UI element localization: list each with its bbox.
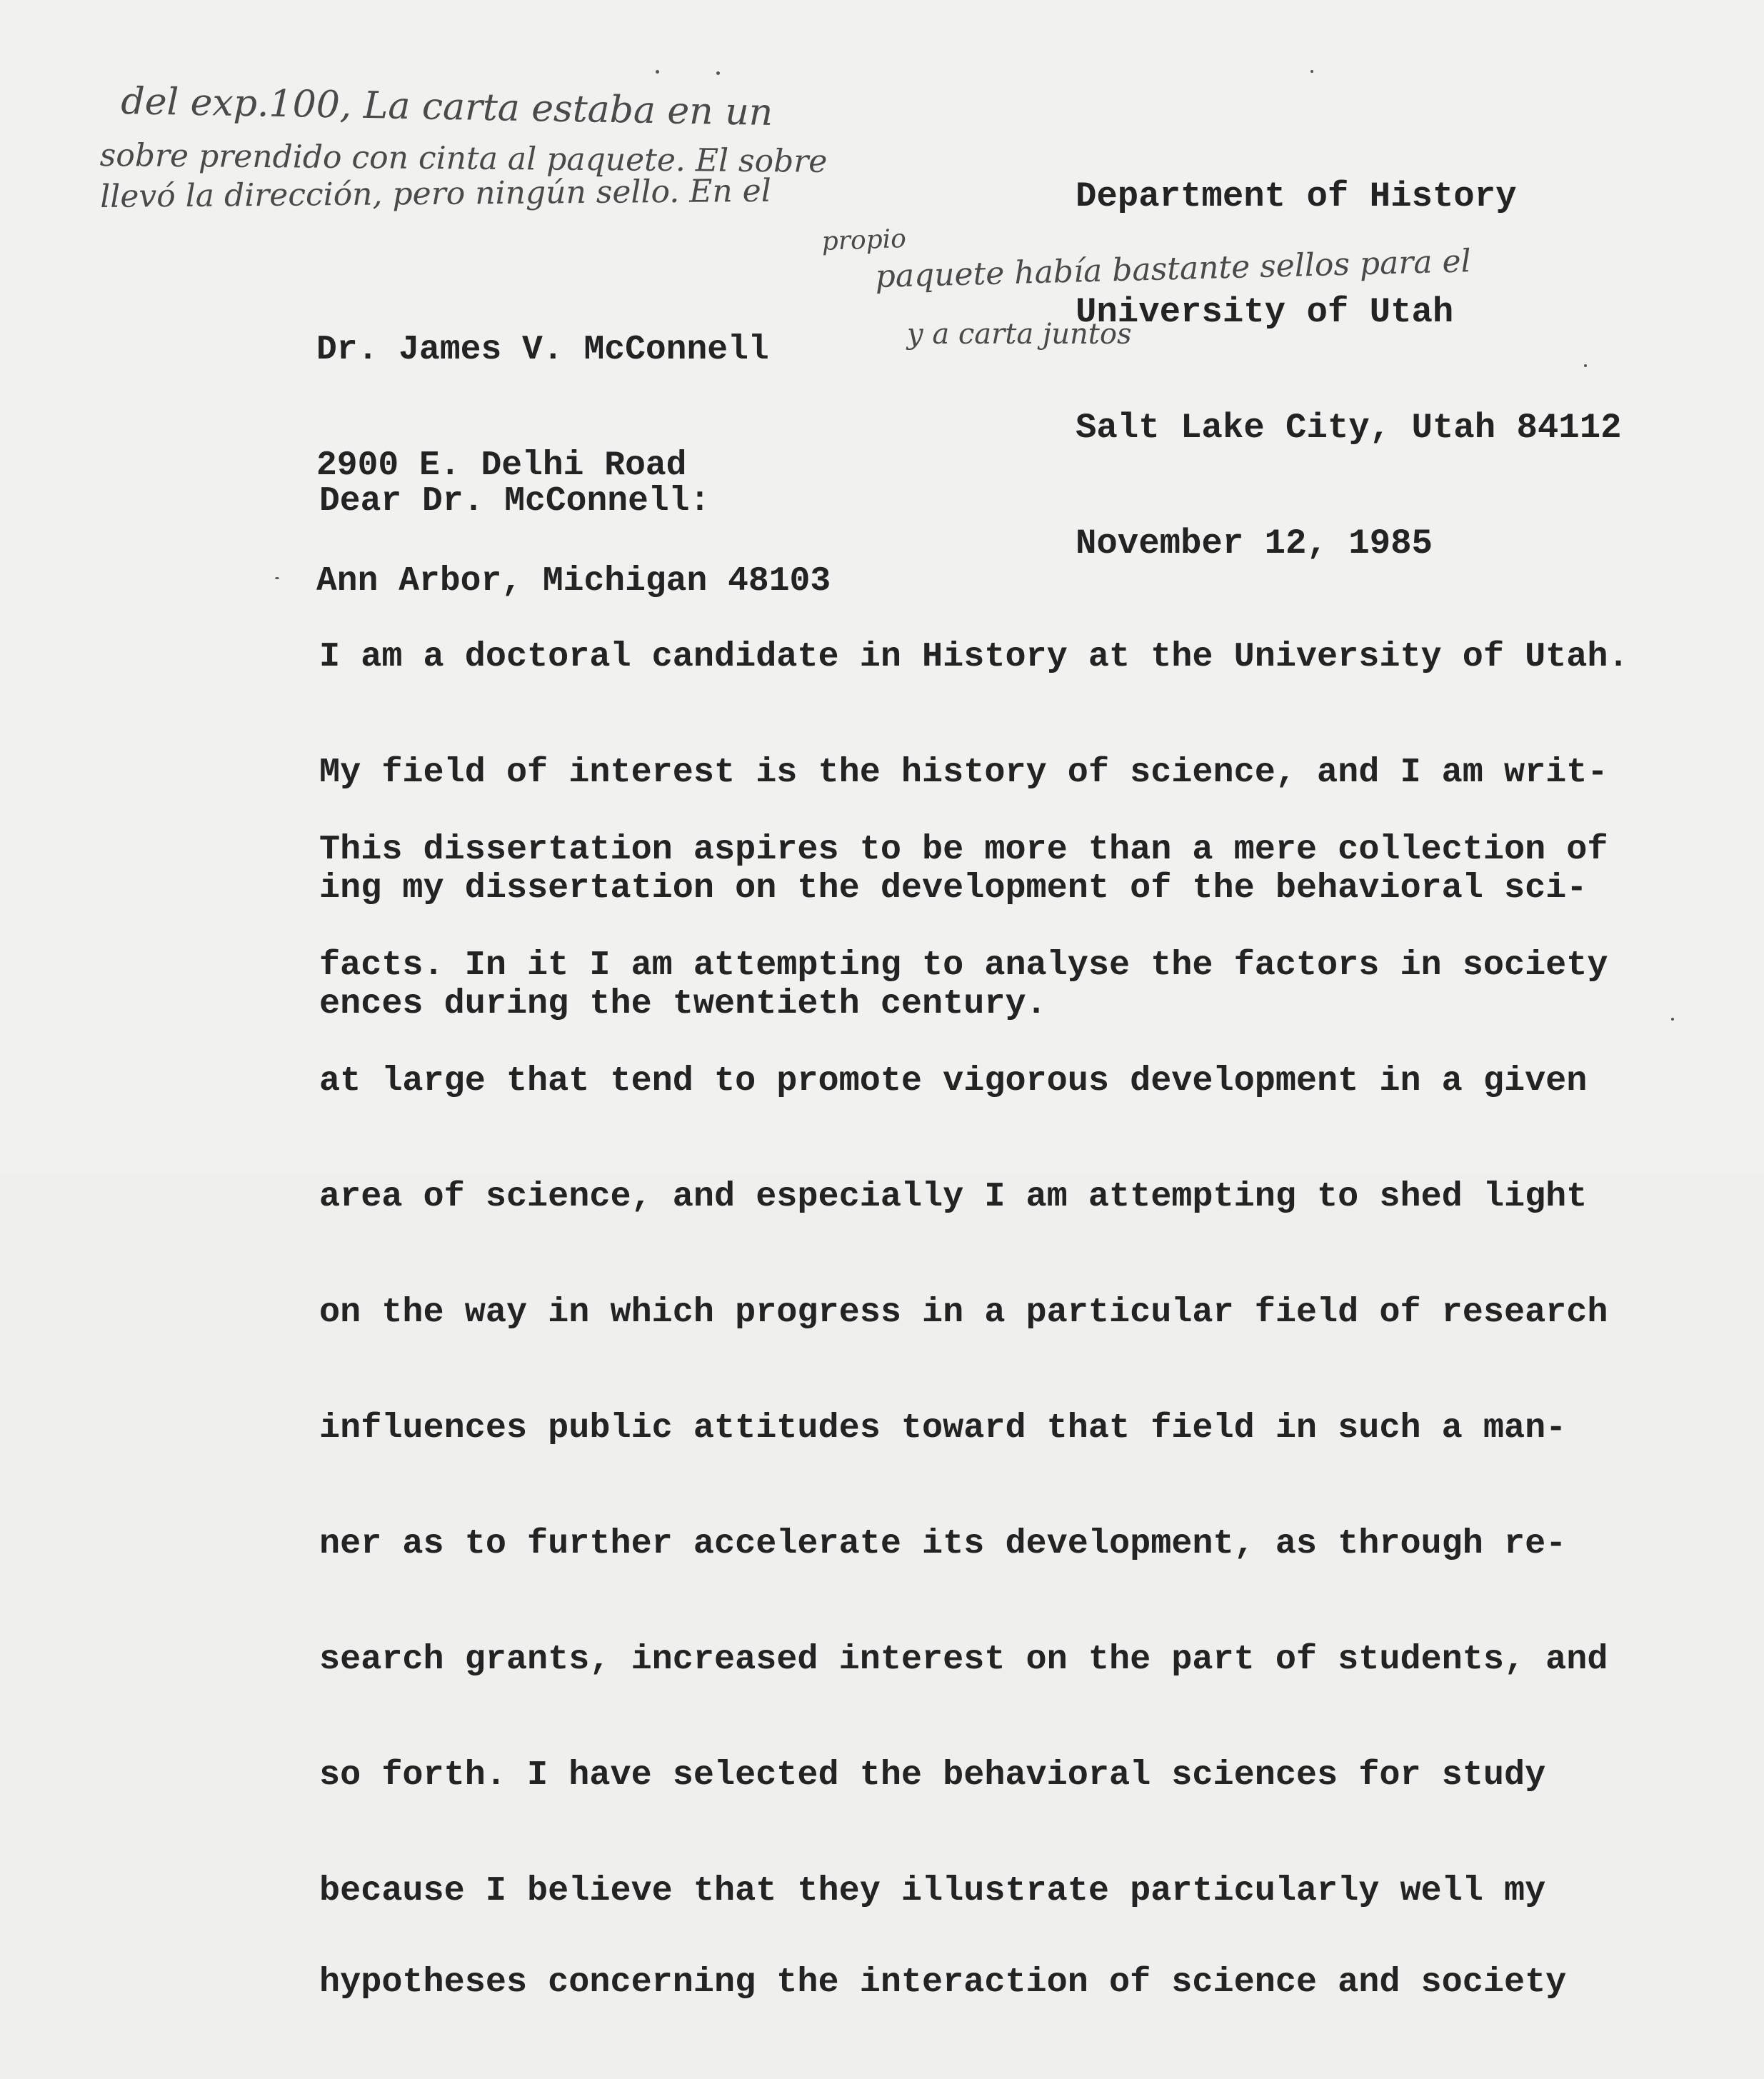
paragraph-line: I am a doctoral candidate in History at the University of Utah. (319, 637, 1629, 676)
handwritten-note-line: del exp.100, La carta estaba en un (120, 80, 773, 134)
letter-date: November 12, 1985 (1076, 523, 1433, 563)
paragraph-line: search grants, increased interest on the part of students, and (319, 1640, 1608, 1679)
handwritten-note-line: paquete había bastante sellos para el (875, 243, 1472, 295)
recipient-street: 2900 E. Delhi Road (316, 446, 687, 485)
recipient-name: Dr. James V. McConnell (316, 331, 769, 369)
ink-speck (275, 577, 279, 579)
paragraph-line: facts. In it I am attempting to analyse the factors in society (319, 946, 1608, 985)
recipient-city: Ann Arbor, Michigan 48103 (316, 562, 831, 601)
paragraph-line: ences during the twentieth century. (319, 984, 1047, 1023)
paragraph-line: at large that tend to promote vigorous development in a given (319, 1061, 1588, 1101)
handwritten-note-line: y a carta juntos (907, 318, 1132, 351)
paragraph-line: My field of interest is the history of science, and I am writ- (319, 753, 1608, 792)
paragraph-line: ner as to further accelerate its development, as through re- (319, 1524, 1567, 1563)
handwritten-note-line: propio (821, 224, 907, 256)
ink-speck (1311, 70, 1313, 73)
ink-speck (656, 70, 659, 74)
paragraph-line-cut-off: hypotheses concerning the interaction of science and society (319, 1963, 1567, 2002)
sender-city: Salt Lake City, Utah 84112 (1076, 408, 1622, 448)
body-paragraph-2 (319, 753, 1608, 2079)
paragraph-line: because I believe that they illustrate particularly well my (319, 1871, 1546, 1910)
ink-speck (1671, 1018, 1674, 1021)
paragraph-line: on the way in which progress in a particular field of research (319, 1293, 1608, 1332)
paragraph-line: so forth. I have selected the behavioral sciences for study (319, 1755, 1546, 1795)
handwritten-note-line: llevó la dirección, pero ningún sello. En el (100, 172, 771, 215)
paragraph-line: influences public attitudes toward that field in such a man- (319, 1408, 1567, 1448)
ink-speck (1584, 364, 1587, 367)
ink-speck (716, 71, 720, 75)
salutation: Dear Dr. McConnell: (319, 482, 711, 521)
handwritten-note-line: sobre prendido con cinta al paquete. El sobre (99, 137, 828, 180)
paragraph-line: This dissertation aspires to be more than a mere collection of (319, 830, 1608, 869)
paragraph-line: ing my dissertation on the development of the behavioral sci- (319, 868, 1588, 908)
sender-address-block (1076, 100, 1622, 640)
paragraph-line: area of science, and especially I am attempting to shed light (319, 1177, 1588, 1216)
sender-university: University of Utah (1076, 292, 1454, 332)
sender-department: Department of History (1076, 176, 1517, 216)
